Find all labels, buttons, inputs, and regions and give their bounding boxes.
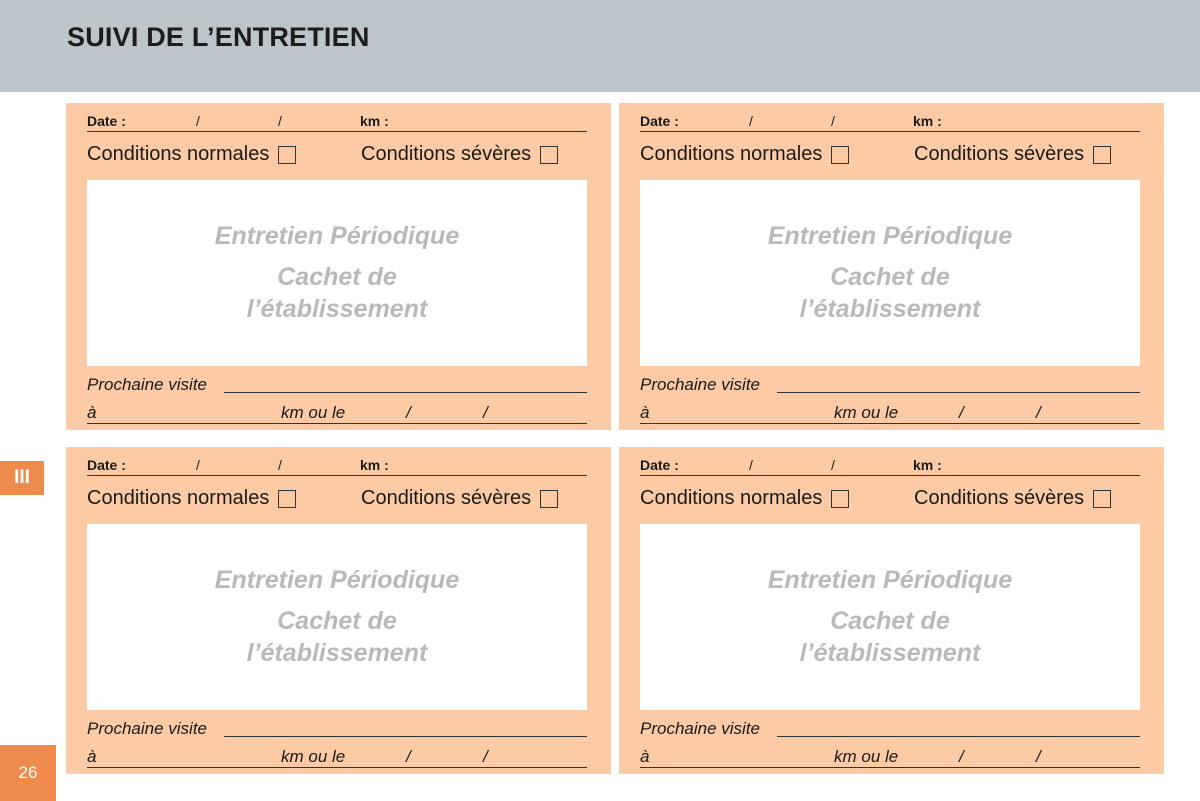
severe-conditions-label: Conditions sévères: [361, 487, 532, 509]
a-label: à: [640, 747, 650, 766]
next-visit-row: [87, 719, 587, 739]
severe-conditions-label: Conditions sévères: [361, 143, 532, 165]
maintenance-card-1: [66, 103, 611, 430]
next-visit-row: [640, 719, 1140, 739]
severe-conditions-checkbox[interactable]: [540, 490, 558, 508]
chapter-tab: III: [0, 461, 44, 495]
conditions-row: [87, 143, 587, 169]
km-label: km :: [360, 457, 389, 473]
date-row: [640, 459, 1140, 476]
next-visit-label: Prochaine visite: [640, 719, 761, 738]
stamp-text-line2: l’établissement: [799, 295, 981, 324]
normal-conditions-option: [87, 143, 296, 166]
severe-conditions-checkbox[interactable]: [1093, 490, 1111, 508]
normal-conditions-checkbox[interactable]: [831, 490, 849, 508]
stamp-title: Entretien Périodique: [214, 222, 460, 251]
km-ou-le-label: km ou le: [281, 747, 346, 766]
next-visit-km-row: [640, 403, 1140, 424]
next-visit-km-row: [87, 747, 587, 768]
normal-conditions-option: [640, 487, 849, 510]
maintenance-card-3: [66, 447, 611, 774]
date-separator: /: [831, 113, 835, 129]
normal-conditions-checkbox[interactable]: [278, 490, 296, 508]
stamp-area: [640, 524, 1140, 710]
normal-conditions-checkbox[interactable]: [278, 146, 296, 164]
km-label: km :: [913, 457, 942, 473]
next-visit-line: [777, 736, 1140, 737]
conditions-row: [640, 487, 1140, 513]
date-label: Date :: [87, 113, 126, 129]
date-separator: /: [749, 113, 753, 129]
date-separator: /: [1036, 403, 1041, 422]
normal-conditions-label: Conditions normales: [640, 487, 823, 509]
next-visit-label: Prochaine visite: [87, 719, 208, 738]
normal-conditions-option: [87, 487, 296, 510]
normal-conditions-label: Conditions normales: [640, 143, 823, 165]
next-visit-km-row: [640, 747, 1140, 768]
stamp-title: Entretien Périodique: [767, 222, 1013, 251]
date-separator: /: [406, 403, 411, 422]
date-separator: /: [278, 113, 282, 129]
stamp-area: [640, 180, 1140, 366]
next-visit-line: [777, 392, 1140, 393]
date-separator: /: [959, 403, 964, 422]
date-row: [87, 459, 587, 476]
date-separator: /: [278, 457, 282, 473]
conditions-row: [87, 487, 587, 513]
stamp-area: [87, 524, 587, 710]
next-visit-label: Prochaine visite: [640, 375, 761, 394]
stamp-text-line1: Cachet de: [830, 262, 950, 291]
date-label: Date :: [640, 457, 679, 473]
normal-conditions-checkbox[interactable]: [831, 146, 849, 164]
stamp-title: Entretien Périodique: [767, 566, 1013, 595]
maintenance-card-4: [619, 447, 1164, 774]
severe-conditions-option: [914, 143, 1111, 166]
a-label: à: [87, 403, 97, 422]
date-separator: /: [196, 457, 200, 473]
next-visit-km-row: [87, 403, 587, 424]
date-row: [640, 115, 1140, 132]
date-separator: /: [749, 457, 753, 473]
page-header: [0, 0, 1200, 92]
date-label: Date :: [87, 457, 126, 473]
maintenance-card-2: [619, 103, 1164, 430]
stamp-text-line2: l’établissement: [246, 295, 428, 324]
page-title: SUIVI DE L’ENTRETIEN: [67, 22, 370, 52]
severe-conditions-option: [361, 143, 558, 166]
a-label: à: [87, 747, 97, 766]
date-label: Date :: [640, 113, 679, 129]
next-visit-row: [87, 375, 587, 395]
stamp-text-line1: Cachet de: [277, 606, 397, 635]
severe-conditions-checkbox[interactable]: [540, 146, 558, 164]
next-visit-line: [224, 392, 587, 393]
stamp-area: [87, 180, 587, 366]
stamp-text-line1: Cachet de: [277, 262, 397, 291]
date-separator: /: [959, 747, 964, 766]
km-ou-le-label: km ou le: [281, 403, 346, 422]
conditions-row: [640, 143, 1140, 169]
next-visit-row: [640, 375, 1140, 395]
date-separator: /: [196, 113, 200, 129]
date-separator: /: [406, 747, 411, 766]
stamp-text-line1: Cachet de: [830, 606, 950, 635]
date-separator: /: [831, 457, 835, 473]
severe-conditions-option: [361, 487, 558, 510]
severe-conditions-option: [914, 487, 1111, 510]
page-number: 26: [0, 745, 56, 801]
a-label: à: [640, 403, 650, 422]
date-row: [87, 115, 587, 132]
severe-conditions-label: Conditions sévères: [914, 487, 1085, 509]
km-label: km :: [360, 113, 389, 129]
km-label: km :: [913, 113, 942, 129]
severe-conditions-label: Conditions sévères: [914, 143, 1085, 165]
stamp-title: Entretien Périodique: [214, 566, 460, 595]
date-separator: /: [483, 747, 488, 766]
km-ou-le-label: km ou le: [834, 403, 899, 422]
normal-conditions-label: Conditions normales: [87, 487, 270, 509]
stamp-text-line2: l’établissement: [799, 639, 981, 668]
normal-conditions-label: Conditions normales: [87, 143, 270, 165]
next-visit-line: [224, 736, 587, 737]
date-separator: /: [1036, 747, 1041, 766]
next-visit-label: Prochaine visite: [87, 375, 208, 394]
severe-conditions-checkbox[interactable]: [1093, 146, 1111, 164]
stamp-text-line2: l’établissement: [246, 639, 428, 668]
km-ou-le-label: km ou le: [834, 747, 899, 766]
normal-conditions-option: [640, 143, 849, 166]
date-separator: /: [483, 403, 488, 422]
